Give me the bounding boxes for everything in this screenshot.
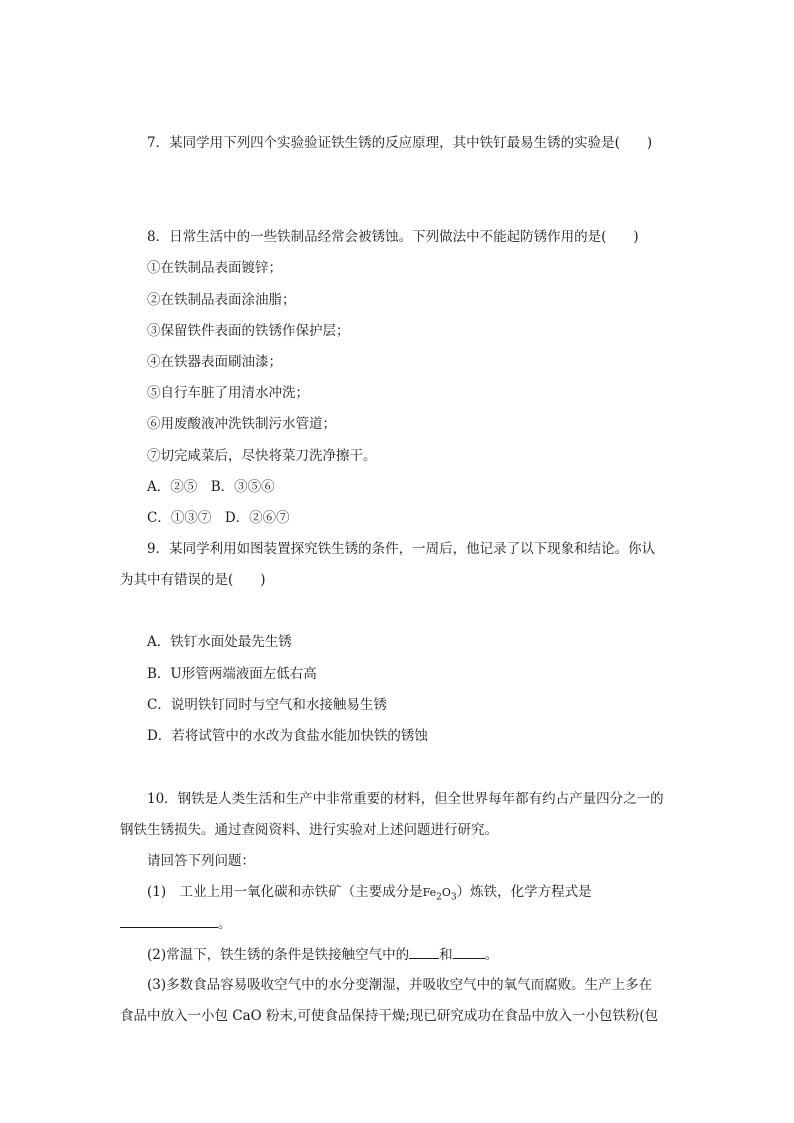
q9-option: D．若将试管中的水改为食盐水能加快铁的锈蚀 <box>147 728 428 744</box>
formula-fe: Fe <box>422 886 437 899</box>
q8-options-row-1: A．②⑤ B．③⑤⑥ <box>147 479 275 495</box>
q10-part-1-start: (1) 工业上用一氧化碳和赤铁矿（主要成分是 <box>147 884 423 900</box>
q8-options-row-2: C．①③⑦ D．②⑥⑦ <box>147 510 290 526</box>
q8-item: ⑦切完咸菜后，尽快将菜刀洗净擦干。 <box>147 448 377 464</box>
q10-text-line-1: 10．钢铁是人类生活和生产中非常重要的材料，但全世界每年都有约占产量四分之一的 <box>147 791 664 807</box>
answer-blank[interactable] <box>409 944 439 959</box>
formula-sub-2: 2 <box>436 892 442 903</box>
q8-item: ②在铁制品表面涂油脂； <box>147 292 296 308</box>
q10-part-3-line-2: 食品中放入一小包 CaO 粉末,可使食品保持干燥;现已研究成功在食品中放入一小包铁粉(包 <box>120 1008 659 1024</box>
q9-text-line-1: 9．某同学利用如图装置探究铁生锈的条件，一周后，他记录了以下现象和结论。你认 <box>147 541 656 557</box>
q8-item: ⑥用废酸液冲洗铁制污水管道； <box>147 416 336 432</box>
q8-item: ①在铁制品表面镀锌； <box>147 260 282 276</box>
period: 。 <box>218 916 232 932</box>
q9-option: C．说明铁钉同时与空气和水接触易生锈 <box>147 697 387 713</box>
q9-option: B．U形管两端液面左低右高 <box>147 666 317 682</box>
q10-part-2-start: (2)常温下，铁生锈的条件是铁接触空气中的 <box>147 947 410 963</box>
q7-text: 7．某同学用下列四个实验验证铁生锈的反应原理，其中铁钉最易生锈的实验是( ) <box>147 135 653 151</box>
q10-text-line-2: 钢铁生锈损失。通过查阅资料、进行实验对上述问题进行研究。 <box>120 822 498 838</box>
q10-part-3-line-1: (3)多数食品容易吸收空气中的水分变潮湿，并吸收空气中的氧气而腐败。生产上多在 <box>147 977 653 993</box>
q10-part-1 <box>147 882 592 902</box>
q9-text-line-2: 为其中有错误的是( ) <box>120 572 266 588</box>
q10-prompt: 请回答下列问题： <box>147 853 255 869</box>
q10-part-2 <box>147 944 498 964</box>
q10-part-1-end: ）炼铁，化学方程式是 <box>456 884 592 900</box>
answer-blank[interactable] <box>453 944 485 959</box>
q8-item: ④在铁器表面刷油漆； <box>147 354 282 370</box>
q9-option: A．铁钉水面处最先生锈 <box>147 634 292 650</box>
q10-part-2-mid: 和 <box>439 947 453 963</box>
q8-item: ⑤自行车脏了用清水冲洗； <box>147 385 309 401</box>
q10-part-1-answer <box>120 913 232 933</box>
q10-part-2-end: 。 <box>484 947 499 963</box>
formula-sub-3: 3 <box>450 892 457 903</box>
formula-o: O <box>441 886 451 899</box>
q8-text: 8．日常生活中的一些铁制品经常会被锈蚀。下列做法中不能起防锈作用的是( ) <box>147 229 639 245</box>
q8-item: ③保留铁件表面的铁锈作保护层； <box>147 323 350 339</box>
answer-blank[interactable] <box>120 913 218 928</box>
